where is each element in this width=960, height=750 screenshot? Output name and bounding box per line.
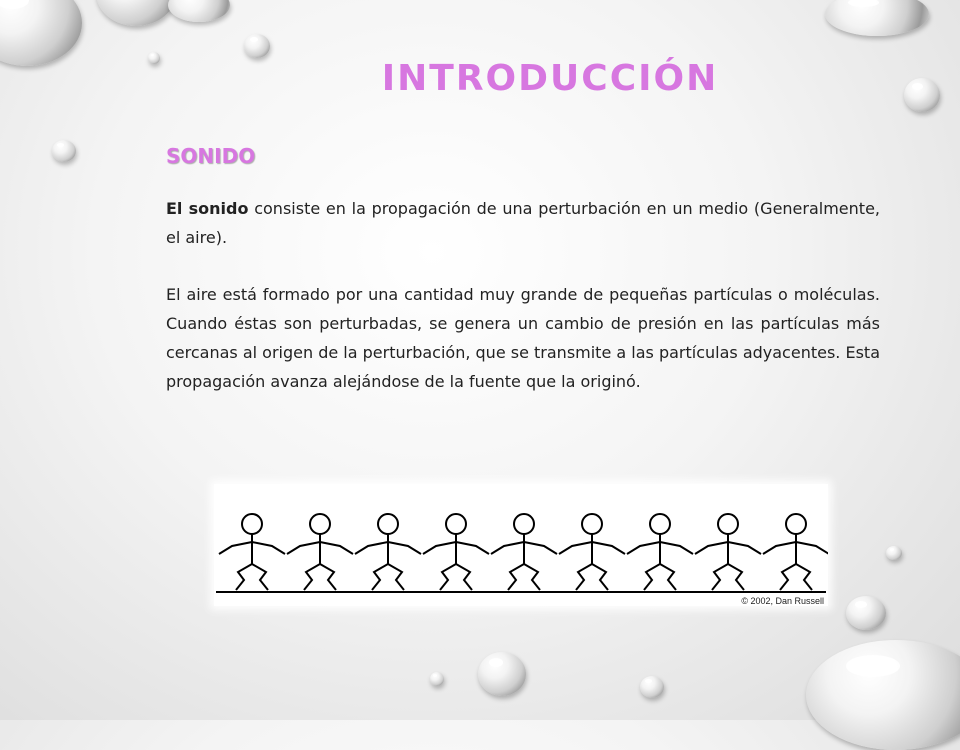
decorative-droplet: [846, 596, 886, 630]
decorative-droplet: [478, 652, 526, 696]
paragraph-1-text: consiste en la propagación de una perturbación en un medio (Generalmente, el aire).: [166, 199, 880, 247]
stick-figure: [491, 514, 557, 590]
stick-figure: [763, 514, 828, 590]
figure-credit: © 2002, Dan Russell: [741, 596, 824, 606]
stick-figure: [695, 514, 761, 590]
decorative-droplet: [168, 0, 230, 22]
decorative-droplet: [825, 0, 929, 36]
stick-figure: [423, 514, 489, 590]
stick-figure: [559, 514, 625, 590]
stick-figures-drawing: [214, 484, 828, 606]
paragraph-1: [166, 194, 880, 252]
stick-figure: [355, 514, 421, 590]
slide-subtitle: SONIDO: [166, 144, 256, 168]
decorative-droplet: [640, 676, 664, 698]
paragraph-1-lead: El sonido: [166, 199, 249, 218]
decorative-droplet: [886, 546, 902, 560]
decorative-droplet: [96, 0, 176, 26]
decorative-droplet: [430, 672, 444, 686]
slide-title: INTRODUCCIÓN: [381, 58, 719, 99]
decorative-droplet: [244, 34, 270, 58]
decorative-droplet: [806, 640, 960, 750]
stick-figure: [287, 514, 353, 590]
stick-figure: [219, 514, 285, 590]
decorative-droplet: [52, 140, 76, 162]
decorative-droplet: [0, 0, 82, 66]
stick-figures-illustration: [214, 484, 828, 606]
stick-figure: [627, 514, 693, 590]
paragraph-2: El aire está formado por una cantidad muy grande de pequeñas partículas o moléculas. Cuando éstas son perturbadas, se genera un cambio de presión en las partículas más cercanas al origen de la perturbación, que se transmite a las partículas adyacentes. Esta propagación avanza alejándose de la fuente que la originó.: [166, 285, 880, 391]
